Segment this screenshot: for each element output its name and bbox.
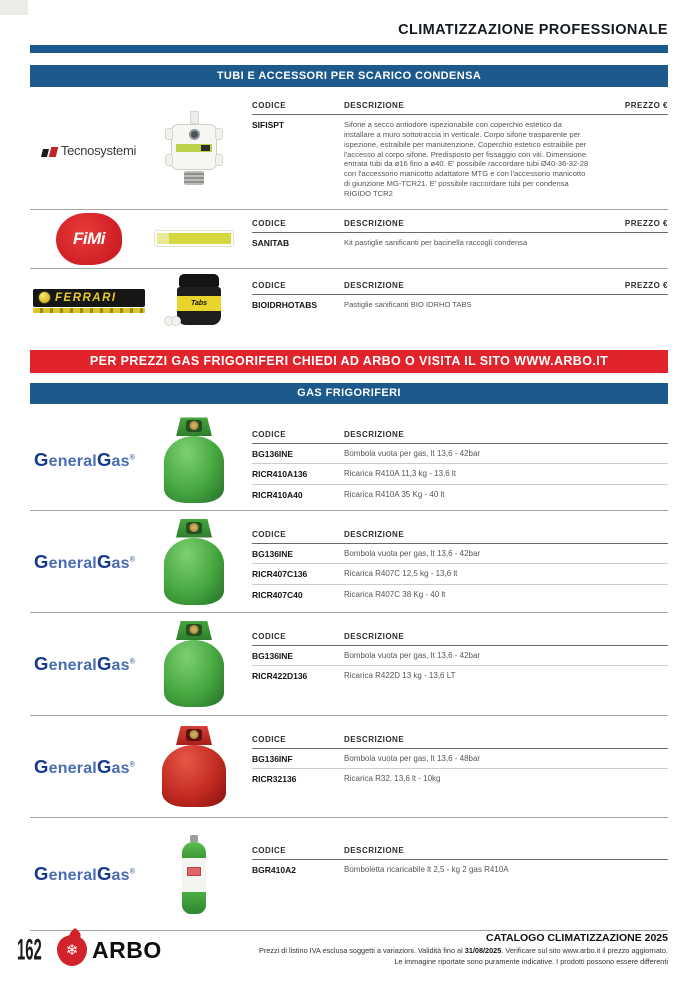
page-title: CLIMATIZZAZIONE PROFESSIONALE — [398, 22, 668, 38]
col-codice: CODICE — [252, 844, 344, 860]
section-fimi — [30, 210, 668, 269]
ferrari-ball-icon — [38, 291, 51, 304]
cylinder-valve — [190, 523, 199, 532]
col-descrizione: DESCRIZIONE — [344, 428, 668, 444]
product-code: BG136INE — [252, 443, 344, 463]
col-descrizione: DESCRIZIONE — [344, 528, 668, 544]
generalgas-logo: GeneralGas® — [34, 653, 136, 675]
product-code: BG136INF — [252, 749, 344, 769]
product-code: SANITAB — [252, 237, 290, 248]
col-descrizione: DESCRIZIONE — [344, 844, 668, 860]
table-row — [252, 646, 668, 666]
col-prezzo: PREZZO € — [598, 99, 668, 115]
siphon-product-image — [166, 111, 222, 189]
catalog-title: CATALOGO CLIMATIZZAZIONE 2025 — [485, 932, 668, 945]
footer-line-1: Prezzi di listino IVA esclusa soggetti a variazioni. Validità fino al 31/08/2025. Verificare sul sito www.arbo.it il prezzo aggiornato. — [258, 946, 668, 956]
col-codice: CODICE — [252, 428, 344, 444]
flame-icon — [57, 935, 87, 966]
sanitab-product-image — [154, 230, 234, 247]
product-description: Bombola vuota per gas, lt 13,6 - 42bar — [344, 443, 668, 463]
product-description: Pastiglie sanificanti BIO IDRHO TABS — [344, 299, 472, 309]
table-row — [252, 232, 668, 252]
product-table — [252, 217, 668, 252]
product-description: Kit pastiglie sanificanti per bacinella raccogli condensa — [344, 237, 528, 247]
green-cylinder-image — [164, 519, 224, 605]
footer-notes — [259, 932, 668, 968]
product-table — [252, 99, 668, 203]
table-row — [252, 564, 668, 584]
tabs-jar-product-image — [164, 274, 224, 328]
col-codice: CODICE — [252, 630, 344, 646]
green-cylinder-image — [164, 621, 224, 707]
page-number: 162 — [17, 933, 42, 966]
page-footer — [17, 932, 668, 990]
generalgas-logo: GeneralGas® — [34, 449, 136, 471]
section-gas-r422d — [30, 613, 668, 716]
product-description: Sifone a secco antiodore ispezionabile con coperchio estetico da installare a muro sottotraccia in verticale. Corpo sifone trasparente per ispezione, estraibile per manutenzione. Coperchio estetico estraibile per l'accesso al corpo sifone. Predisposto per fissaggio con viti. Dimensione entrata tubi da ø16 fino a ø40. E' possibile raccordare tubi Ø40-36-32-28 con l'accessorio manicotto adattatore MTG e con l'accessorio manicotto di giunzione MG-TCR21. E' possibile raccordare tubi per condensa RIGIDO TCR2 — [344, 120, 589, 199]
generalgas-logo: GeneralGas® — [34, 550, 136, 572]
section-gas-r407c — [30, 511, 668, 613]
col-codice: CODICE — [252, 217, 344, 233]
product-description: Ricarica R407C 12,5 kg - 13,6 lt — [344, 564, 668, 584]
green-cylinder-image — [164, 417, 224, 503]
small-bottle-image — [182, 835, 206, 914]
section-tecnosystemi — [30, 92, 668, 210]
product-table — [252, 528, 668, 604]
ferrari-logo — [33, 289, 145, 313]
col-descrizione: DESCRIZIONE — [344, 733, 668, 749]
product-description: Bombola vuota per gas, lt 13,6 - 48bar — [344, 749, 668, 769]
col-descrizione: DESCRIZIONE — [344, 99, 598, 115]
tecnosystemi-logo-text: Tecnosystemi — [60, 142, 137, 158]
banner-gas-frigoriferi: GAS FRIGORIFERI — [30, 383, 668, 404]
col-descrizione: DESCRIZIONE — [344, 217, 598, 233]
siphon-inspection-window — [189, 129, 200, 140]
banner-gas-promo: PER PREZZI GAS FRIGORIFERI CHIEDI AD ARBO O VISITA IL SITO WWW.ARBO.IT — [30, 350, 668, 373]
section-gas-r410a-small — [30, 818, 668, 931]
col-codice: CODICE — [252, 528, 344, 544]
table-row — [252, 544, 668, 564]
product-description: Ricarica R32. 13,6 lt - 10kg — [344, 774, 441, 784]
generalgas-logo: GeneralGas® — [34, 863, 136, 885]
table-row — [252, 464, 668, 484]
product-code: BG136INE — [252, 646, 344, 666]
scan-artifact — [0, 0, 28, 15]
footer-line-2: Le immagine riportate sono puramente indicative. I prodotti possono essere differenti — [394, 957, 668, 967]
arbo-logo — [57, 935, 162, 966]
col-codice: CODICE — [252, 279, 344, 295]
col-codice: CODICE — [252, 733, 344, 749]
tecnosystemi-icon — [42, 147, 57, 158]
table-row — [252, 860, 668, 880]
product-code: BG136INE — [252, 544, 344, 564]
product-code: BIOIDRHOTABS — [252, 299, 318, 310]
table-row — [252, 769, 668, 789]
jar-label-text: Tabs — [190, 299, 208, 307]
product-code: RICR422D136 — [252, 671, 308, 682]
tecnosystemi-logo — [42, 143, 136, 158]
product-code: RICR410A136 — [252, 464, 344, 484]
table-row — [252, 115, 668, 203]
product-description: Bomboletta ricaricabile lt 2,5 - kg 2 gas R410A — [344, 865, 509, 875]
product-table — [252, 733, 668, 789]
table-row — [252, 584, 668, 604]
section-ferrari — [30, 269, 668, 333]
fimi-logo — [56, 213, 122, 265]
col-prezzo: PREZZO € — [598, 279, 668, 295]
product-price — [598, 115, 668, 203]
product-table — [252, 630, 668, 686]
ferrari-tagline-bar — [33, 308, 145, 313]
cylinder-valve — [190, 625, 199, 634]
snowflake-icon: ❄ — [65, 941, 79, 959]
product-price — [598, 294, 668, 314]
product-price — [598, 232, 668, 252]
table-row — [252, 749, 668, 769]
tablets-image — [164, 316, 178, 326]
generalgas-logo: GeneralGas® — [34, 755, 136, 777]
table-row — [252, 294, 668, 314]
product-description: Bombola vuota per gas, lt 13,6 - 42bar — [344, 544, 668, 564]
header-rule — [30, 45, 668, 53]
section-gas-r410a — [30, 411, 668, 511]
product-table — [252, 844, 668, 879]
table-row — [252, 443, 668, 463]
red-cylinder-image — [162, 726, 226, 807]
col-descrizione: DESCRIZIONE — [344, 630, 668, 646]
product-description: Bombola vuota per gas, lt 13,6 - 42bar — [344, 646, 668, 666]
cylinder-valve — [190, 730, 199, 739]
validity-date: 31/08/2025 — [464, 946, 502, 956]
banner-condensa: TUBI E ACCESSORI PER SCARICO CONDENSA — [30, 65, 668, 87]
cylinder-valve — [190, 421, 199, 430]
bottle-label — [187, 867, 201, 876]
product-description: Ricarica R410A 35 Kg - 40 lt — [344, 489, 445, 499]
product-code: RICR407C136 — [252, 564, 344, 584]
fimi-logo-text: FiMi — [73, 228, 105, 248]
col-codice: CODICE — [252, 99, 344, 115]
product-code: SIFISPT — [252, 120, 285, 130]
product-code: RICR410A40 — [252, 489, 303, 500]
product-code: RICR407C40 — [252, 589, 303, 600]
product-table — [252, 428, 668, 504]
product-description: Ricarica R422D 13 kg - 13,6 LT — [344, 671, 456, 681]
product-code: BGR410A2 — [252, 865, 296, 876]
product-description: Ricarica R410A 11,3 kg - 13,6 lt — [344, 464, 668, 484]
table-row — [252, 484, 668, 504]
product-table — [252, 279, 668, 314]
product-description: Ricarica R407C 38 Kg - 40 lt — [344, 589, 446, 599]
ferrari-logo-text: FERRARI — [55, 291, 117, 304]
table-row — [252, 666, 668, 686]
section-gas-r32 — [30, 716, 668, 818]
col-prezzo: PREZZO € — [598, 217, 668, 233]
col-descrizione: DESCRIZIONE — [344, 279, 598, 295]
product-code: RICR32136 — [252, 774, 297, 785]
arbo-logo-text: ARBO — [92, 936, 162, 963]
